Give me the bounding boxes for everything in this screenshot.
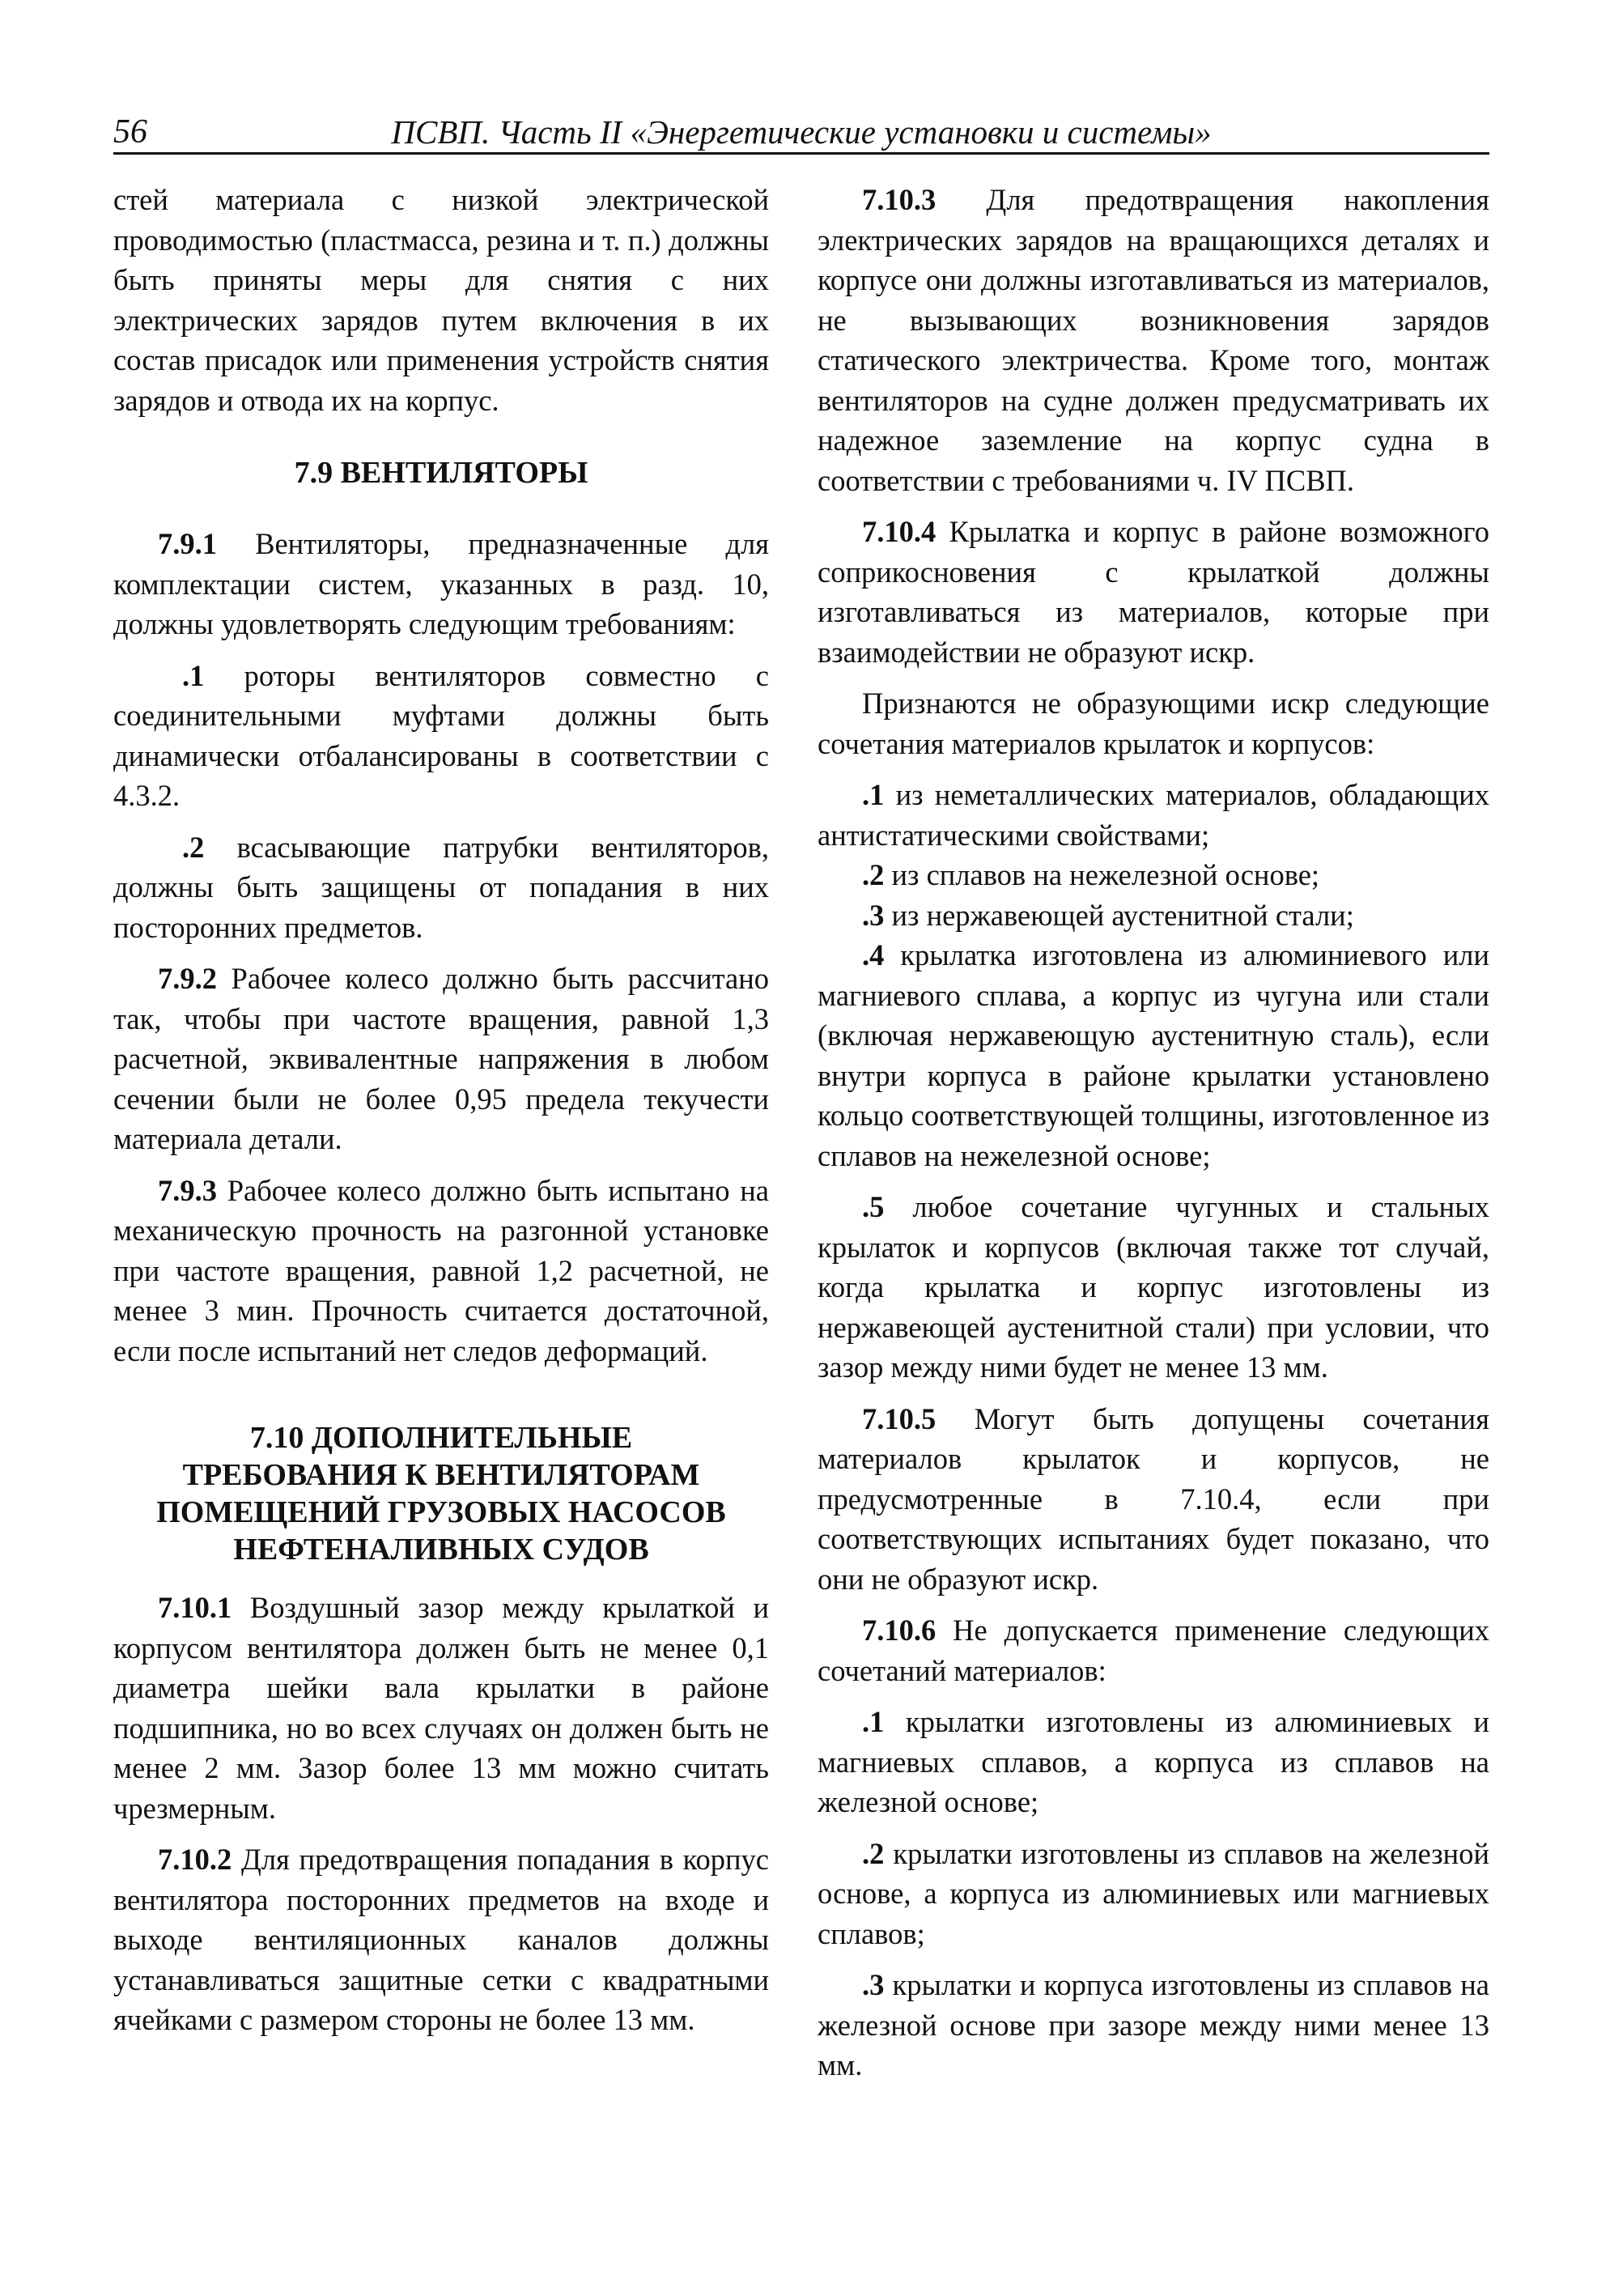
heading-line: ТРЕБОВАНИЯ К ВЕНТИЛЯТОРАМ	[182, 1458, 700, 1492]
paragraph: Признаются не образующими искр следующие сочетания материалов крылаток и корпусов:	[818, 687, 1489, 760]
clause-7-10-1	[113, 1588, 769, 1828]
clause-7-9-2	[113, 959, 769, 1159]
clause-number: 7.10.2	[158, 1843, 232, 1876]
page-number: 56	[113, 113, 147, 151]
clause-number: 7.10.1	[158, 1591, 232, 1624]
section-heading-7-9: 7.9 ВЕНТИЛЯТОРЫ	[294, 456, 588, 490]
left-column	[113, 180, 769, 2052]
paragraph-continued: стей материала с низкой электрической проводимостью (пластмасса, резина и т. п.) должны быть приняты меры для снятия с них электрических зарядов путем включения в их состав присадок или применения устройств снятия зарядов и отвода их на корпус.	[113, 183, 769, 417]
clause-text: Могут быть допущены сочетания материалов крылаток и корпусов, не предусмотренные в 7.10.4, если при соответствующих испытаниях будет показано, что они не образуют искр.	[818, 1401, 1489, 1596]
list-item	[818, 895, 1489, 936]
list-item	[113, 827, 769, 948]
item-text: из нержавеющей аустенитной стали;	[884, 898, 1354, 932]
item-number: .2	[862, 858, 885, 891]
clause-7-10-3	[818, 180, 1489, 500]
item-number: .5	[862, 1190, 885, 1223]
item-text: из сплавов на нежелезной основе;	[884, 858, 1320, 891]
clause-text: Не допускается применение следующих сочетаний материалов:	[818, 1614, 1489, 1687]
list-item	[818, 1187, 1489, 1388]
item-text: всасывающие патрубки вентиляторов, должны быть защищены от попадания в них посторонних предметов.	[113, 830, 769, 944]
heading-line: 7.10 ДОПОЛНИТЕЛЬНЫЕ	[249, 1421, 633, 1455]
clause-number: 7.10.5	[862, 1401, 937, 1435]
item-text: крылатка изготовлена из алюминиевого или магниевого сплава, а корпус из чугуна или стали (включая нержавеющую аустенитную сталь), если внутри корпуса в районе крылатки установлено кольцо соответствующей толщины, изготовленное из сплавов на нежелезной основе;	[818, 938, 1489, 1172]
clause-text: Рабочее колесо должно быть испытано на механическую прочность на разгонной установке при частоте вращения, равной 1,2 расчетной, не менее 3 мин. Прочность считается достаточной, если после испытаний нет следов деформаций.	[113, 1173, 769, 1367]
clause-number: 7.9.3	[158, 1173, 217, 1207]
clause-number: 7.10.4	[862, 515, 937, 548]
list-item	[818, 775, 1489, 855]
clause-number: 7.10.6	[862, 1614, 937, 1647]
running-title: ПСВП. Часть II «Энергетические установки и системы»	[391, 113, 1212, 151]
item-number: .2	[182, 830, 205, 864]
item-number: .4	[862, 938, 885, 972]
list-item	[113, 656, 769, 816]
item-text: крылатки изготовлены из алюминиевых и магниевых сплавов, а корпуса из сплавов на железной основе;	[818, 1705, 1489, 1818]
item-number: .3	[862, 898, 885, 932]
list-item	[818, 855, 1489, 895]
header-rule	[113, 152, 1489, 155]
item-text: из неметаллических материалов, обладающих антистатическими свойствами;	[818, 778, 1489, 852]
clause-number: 7.9.2	[158, 962, 217, 995]
clause-text: Для предотвращения попадания в корпус вентилятора посторонних предметов на входе и выходе вентиляционных каналов должны устанавливаться защитные сетки с квадратными ячейками с размером стороны не более 13 мм.	[113, 1843, 769, 2036]
heading-line: НЕФТЕНАЛИВНЫХ СУДОВ	[233, 1533, 649, 1567]
section-heading-7-10	[113, 1419, 769, 1568]
item-number: .3	[862, 1968, 885, 2001]
list-item	[818, 1834, 1489, 1954]
right-column	[818, 180, 1489, 2097]
item-text: крылатки изготовлены из сплавов на железной основе, а корпуса из алюминиевых или магниевых сплавов;	[818, 1836, 1489, 1950]
clause-number: 7.9.1	[158, 527, 217, 560]
list-item	[818, 1702, 1489, 1822]
item-text: любое сочетание чугунных и стальных крылаток и корпусов (включая также тот случай, когда крылатка и корпус изготовлены из нержавеющей аустенитной стали) при условии, что зазор между ними будет не менее 13 мм.	[818, 1190, 1489, 1384]
clause-text: Воздушный зазор между крылаткой и корпусом вентилятора должен быть не менее 0,1 диаметра шейки вала крылатки в районе подшипника, но во всех случаях он должен быть не менее 2 мм. Зазор более 13 мм можно считать чрезмерным.	[113, 1591, 769, 1825]
list-item	[818, 1965, 1489, 2086]
list-item	[818, 935, 1489, 1176]
item-number: .1	[182, 658, 205, 692]
clause-7-10-6	[818, 1610, 1489, 1690]
clause-7-9-3	[113, 1171, 769, 1371]
clause-text: Вентиляторы, предназначенные для комплектации систем, указанных в разд. 10, должны удовлетворять следующим требованиям:	[113, 527, 769, 640]
clause-number: 7.10.3	[862, 183, 937, 216]
clause-7-10-4	[818, 512, 1489, 672]
clause-7-10-2	[113, 1839, 769, 2040]
clause-text: Рабочее колесо должно быть рассчитано так, чтобы при частоте вращения, равной 1,3 расчетной, эквивалентные напряжения в любом сечении были не более 0,95 предела текучести материала детали.	[113, 962, 769, 1155]
clause-7-9-1	[113, 524, 769, 644]
item-number: .2	[862, 1836, 885, 1870]
item-text: роторы вентиляторов совместно с соединительными муфтами должны быть динамически отбалансированы в соответствии с 4.3.2.	[113, 658, 769, 812]
clause-text: Для предотвращения накопления электрических зарядов на вращающихся деталях и корпусе они должны изготавливаться из материалов, не вызывающих возникновения зарядов статического электричества. Кроме того, монтаж вентиляторов на судне должен предусматривать их надежное заземление на корпус судна в соответствии с требованиями ч. IV ПСВП.	[818, 183, 1489, 497]
heading-line: ПОМЕЩЕНИЙ ГРУЗОВЫХ НАСОСОВ	[156, 1495, 726, 1529]
clause-7-10-5	[818, 1399, 1489, 1600]
item-number: .1	[862, 1705, 885, 1738]
clause-text: Крылатка и корпус в районе возможного соприкосновения с крылаткой должны изготавливаться из материалов, которые при взаимодействии не образуют искр.	[818, 515, 1489, 669]
item-number: .1	[862, 778, 885, 811]
running-header	[113, 112, 1489, 157]
item-text: крылатки и корпуса изготовлены из сплавов на железной основе при зазоре между ними менее 13 мм.	[818, 1968, 1489, 2081]
